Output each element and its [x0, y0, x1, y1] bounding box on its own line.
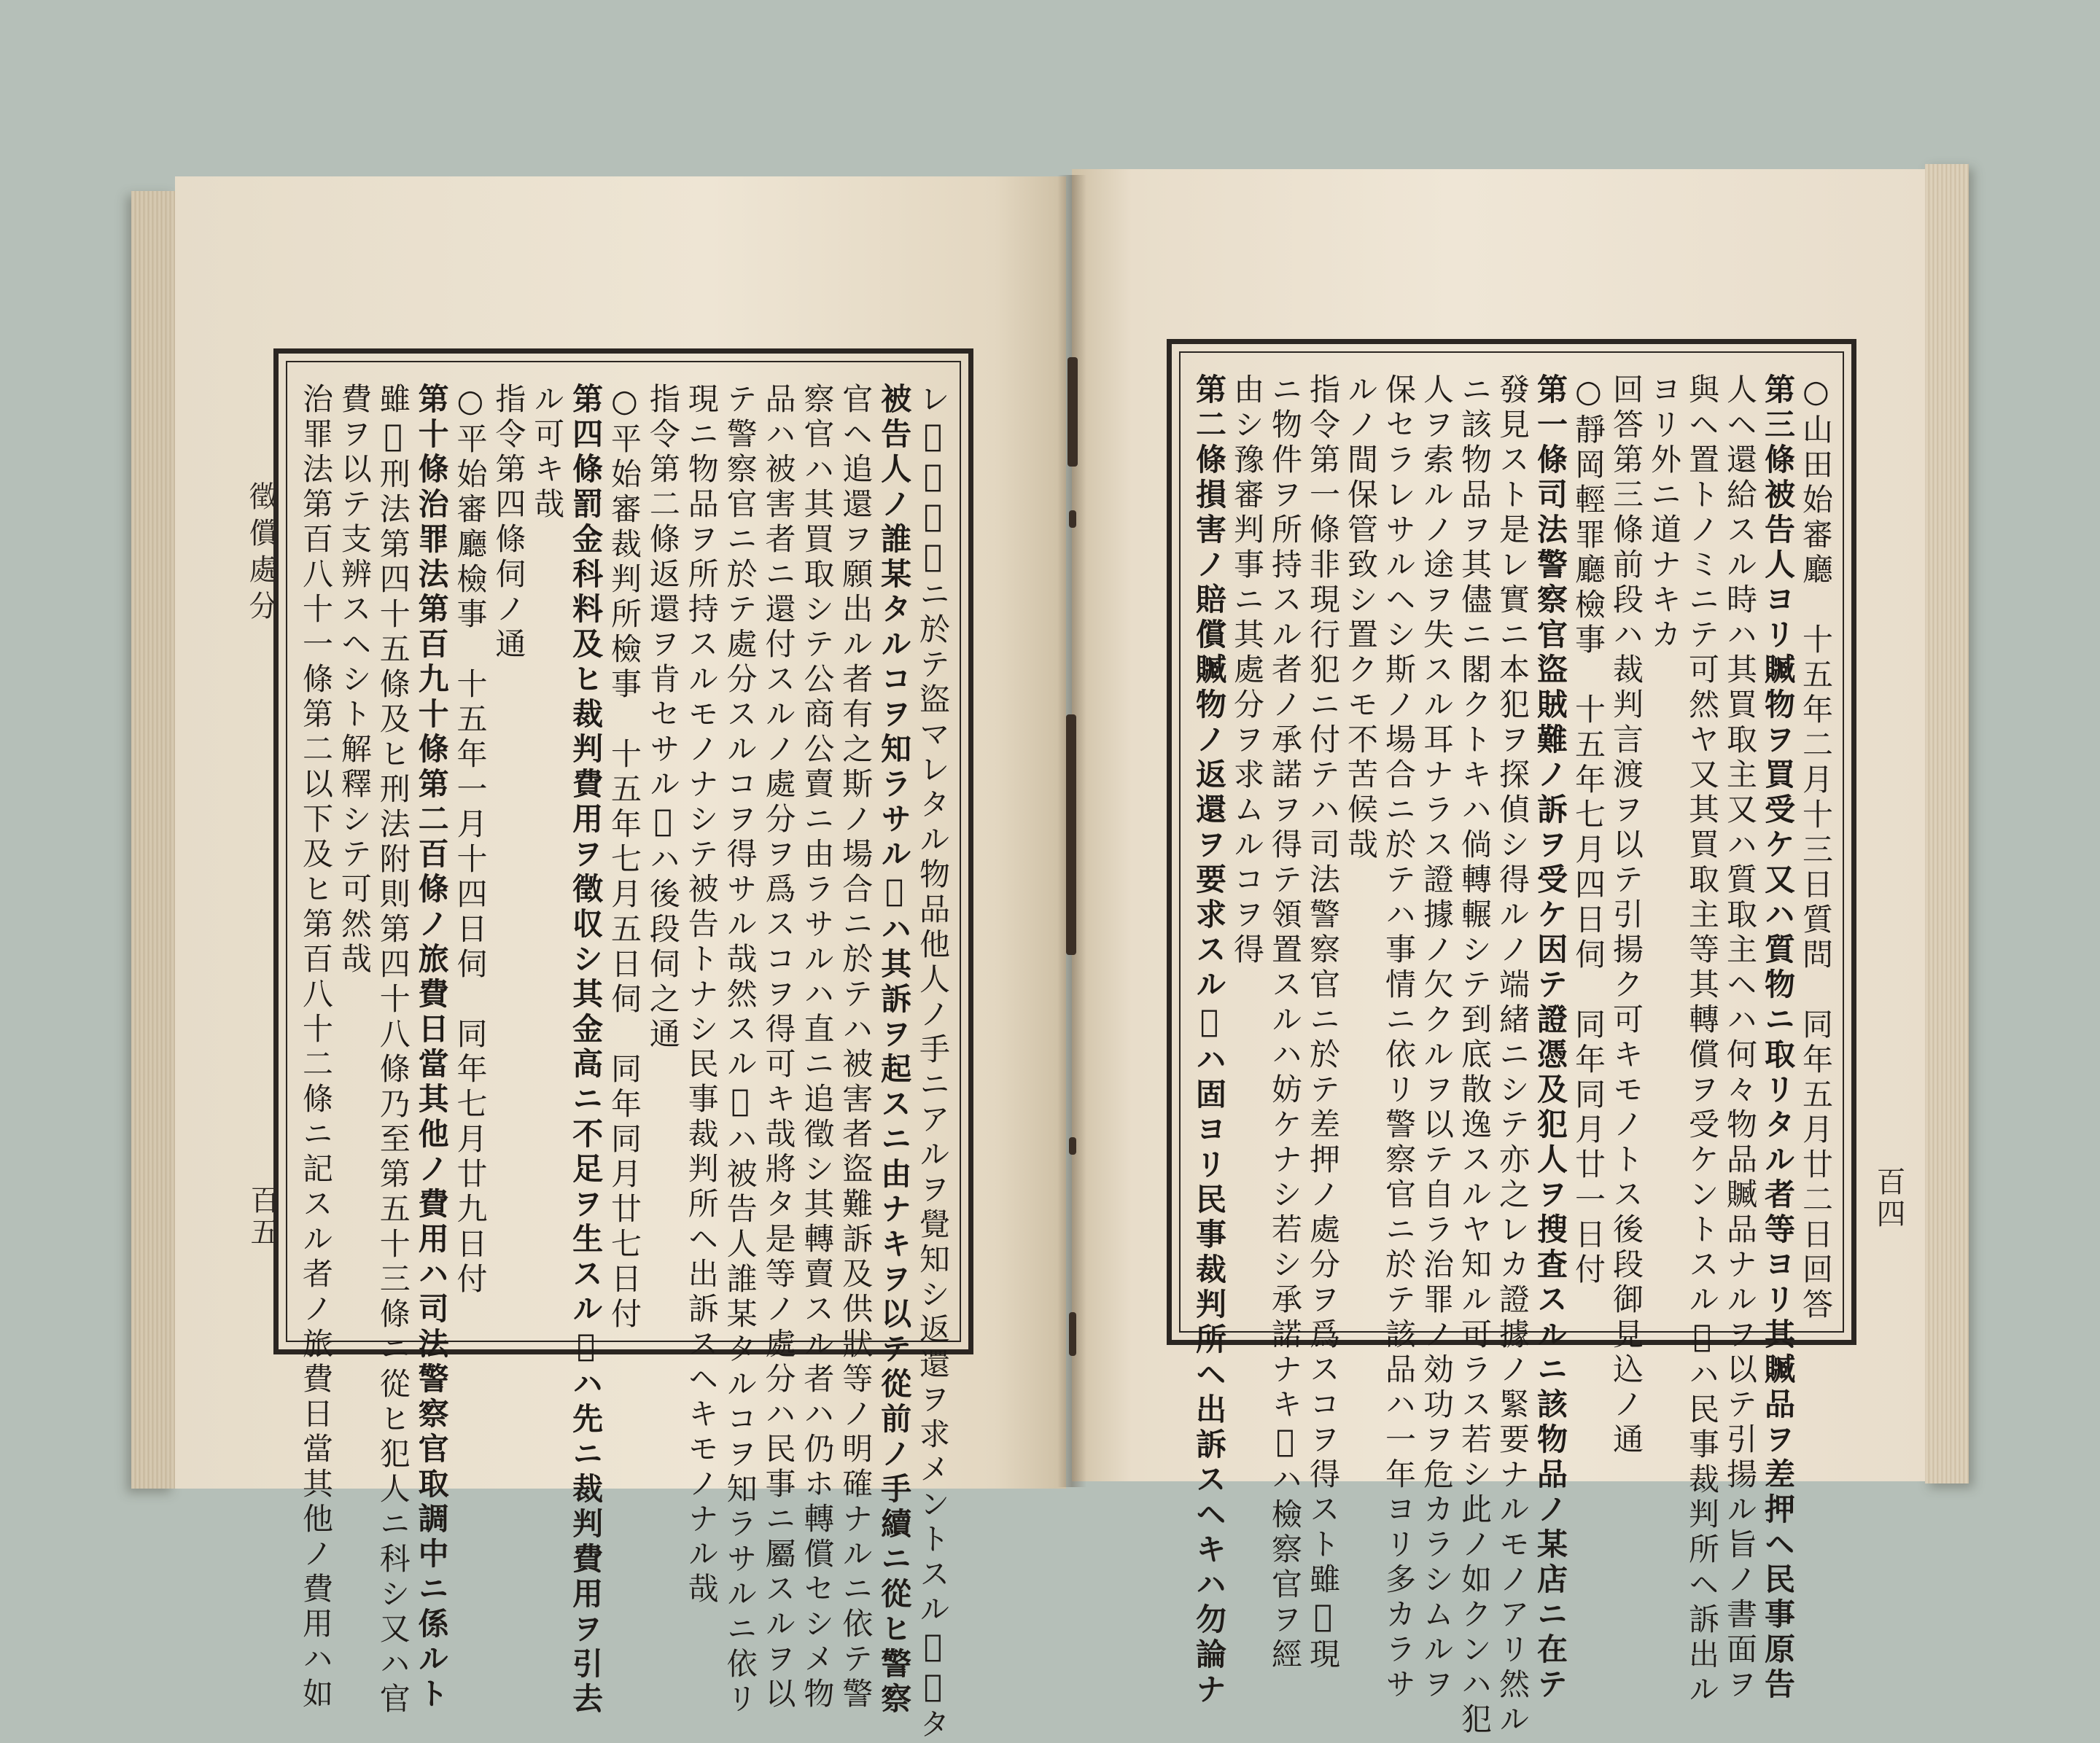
text-column: 費ヲ以テ支辨スヘシト解釋シテ可然哉 — [336, 383, 373, 978]
text-column: 官ヘ追還ヲ願出ル者有之斯ノ場合ニ於テハ被害者盜難訴及供狀等ノ明確ナルニ依テ警 — [838, 383, 874, 1712]
text-column: 指令第四條伺ノ通 — [491, 383, 527, 663]
text-column: レ𪜈被害者ニ於テ盜マレタル物品他人ノ手ニアルヲ覺知シ返還ヲ求メントスル𪜈未タ — [915, 383, 951, 1743]
text-column: ニ該物品ヲ其儘ニ閣クトキハ倘轉輾シテ到底散逸スルヤ知ル可ラス若シ此ノ如クンハ犯 — [1457, 373, 1493, 1738]
text-column: 現ニ物品ヲ所持スルモノナシテ被告トナシ民事裁判所ヘ出訴スヘキモノナル哉 — [683, 383, 720, 1607]
binding-thread — [1066, 714, 1076, 955]
binding-thread — [1069, 1137, 1076, 1155]
text-column: 第一條司法警察官盜賊難ノ訴ヲ受ケ因テ證憑及犯人ヲ搜査スルニ該物品ノ某店ニ在テ — [1533, 373, 1568, 1703]
right-page-edges — [1925, 164, 1969, 1483]
text-column: 第十條治罪法第百九十條第二百條ノ旅費日當其他ノ費用ハ司法警察官取調中ニ係ルト — [413, 383, 450, 1712]
text-column: 品ハ被害者ニ還付スルノ處分ヲ爲スコヲ得可キ哉將タ是等ノ處分ハ民事ニ屬スルヲ以 — [761, 383, 797, 1712]
text-column: 第二條損害ノ賠償贓物ノ返還ヲ要求スル𪜊ハ固ヨリ民事裁判所ヘ出訴スヘキハ勿論ナ — [1191, 373, 1227, 1708]
text-column: ル可キ哉 — [529, 383, 566, 523]
running-head: 徵償處分 — [244, 481, 278, 627]
text-column: 第四條罰金科料及ヒ裁判費用ヲ徵収シ其金高ニ不足ヲ生スル𪜊ハ先ニ裁判費用ヲ引去 — [568, 383, 604, 1717]
binding-thread — [1069, 1312, 1076, 1356]
text-column: 回答第三條前段ハ裁判言渡ヲ以テ引揚ク可キモノトス後段御見込ノ通 — [1609, 373, 1644, 1458]
text-column: 察官ハ其買取シテ公商公賣ニ由ラサルハ直ニ追徵シ其轉賣スル者ハ仍ホ轉償セシメ物 — [799, 383, 836, 1712]
page-number-right: 百四 — [1872, 1166, 1905, 1231]
left-text-columns — [298, 383, 951, 1743]
text-column: ヨリ外ニ道ナキカ — [1646, 373, 1682, 653]
page-number-left: 百五 — [246, 1185, 279, 1249]
left-page-edges — [131, 191, 175, 1489]
binding-thread — [1068, 357, 1078, 467]
left-text-frame — [273, 348, 973, 1743]
text-column: 由シ豫審判事ニ其處分ヲ求ムルコヲ得 — [1229, 373, 1265, 968]
text-column: 人ヘ還給スル時ハ其買取主又ハ質取主ヘハ何々物品贓品ナルヲ以テ引揚ル旨ノ書面ヲ — [1722, 373, 1758, 1703]
text-column: 指令第一條非現行犯ニ付テハ司法警察官ニ於テ差押ノ處分ヲ爲スコヲ得スト雖𪜈現 — [1305, 373, 1341, 1673]
text-column: テ警察官ニ於テ處分スルコヲ得サル哉然スル𪜊ハ被告人誰某タルコヲ知ラサルニ依リ — [722, 383, 758, 1717]
text-column: ○山田始審廳 十五年二月十三日質問 同年五月廿二日回答 — [1798, 373, 1834, 1323]
text-column: 雖𪜈刑法第四十五條及ヒ刑法附則第四十八條乃至第五十三條ニ從ヒ犯人ニ科シ又ハ官 — [375, 383, 411, 1717]
text-column: ニ物件ヲ所持スル者ノ承諾ヲ得テ領置スルハ妨ケナシ若シ承諾ナキ𪜊ハ檢察官ヲ經 — [1267, 373, 1303, 1673]
text-column: 治罪法第百八十一條第二以下及ヒ第百八十二條ニ記スル者ノ旅費日當其他ノ費用ハ如 — [298, 383, 334, 1712]
right-text-frame — [1167, 339, 1856, 1738]
text-column: ○平始審廳檢事 十五年一月十四日伺 同年七月廿九日付 — [452, 383, 489, 1298]
binding-thread — [1069, 510, 1076, 528]
text-column: 被告人ノ誰某タルコヲ知ラサル𪜊ハ其訴ヲ起スニ由ナキヲ以テ從前ノ手續ニ從ヒ警察 — [876, 383, 913, 1717]
text-column: 發見スト是レ實ニ本犯ヲ探偵シ得ルノ端緒ニシテ亦之レカ證據ノ緊要ナルモノアリ然ル — [1495, 373, 1531, 1738]
text-column: 人ヲ索ルノ途ヲ失スル耳ナラス證據ノ欠クルヲ以テ自ラ治罪ノ効功ヲ危カラシムルヲ — [1419, 373, 1455, 1703]
text-column: 第三條被告人ヨリ贓物ヲ買受ケ又ハ質物ニ取リタル者等ヨリ其贓品ヲ差押ヘ民事原告 — [1760, 373, 1796, 1703]
text-column: ルノ間保管致シ置クモ不苦候哉 — [1343, 373, 1379, 863]
text-column: ○靜岡輕罪廳檢事 十五年七月四日伺 同年同月廿一日付 — [1571, 373, 1606, 1288]
text-column: 指令第二條返還ヲ肯セサル𪜊ハ後段伺之通 — [645, 383, 681, 1053]
text-column: 與ヘ置トノミニテ可然ヤ又其買取主等其轉償ヲ受ケントスル𪜊ハ民事裁判所ヘ訴出ル — [1684, 373, 1720, 1708]
text-column: ○平始審裁判所檢事 十五年七月五日伺 同年同月廿七日付 — [607, 383, 642, 1333]
text-column: 保セラレサルヘシ斯ノ場合ニ於テハ事情ニ依リ警察官ニ於テ該品ハ一年ヨリ多カラサ — [1381, 373, 1417, 1703]
right-text-columns — [1191, 373, 1834, 1738]
